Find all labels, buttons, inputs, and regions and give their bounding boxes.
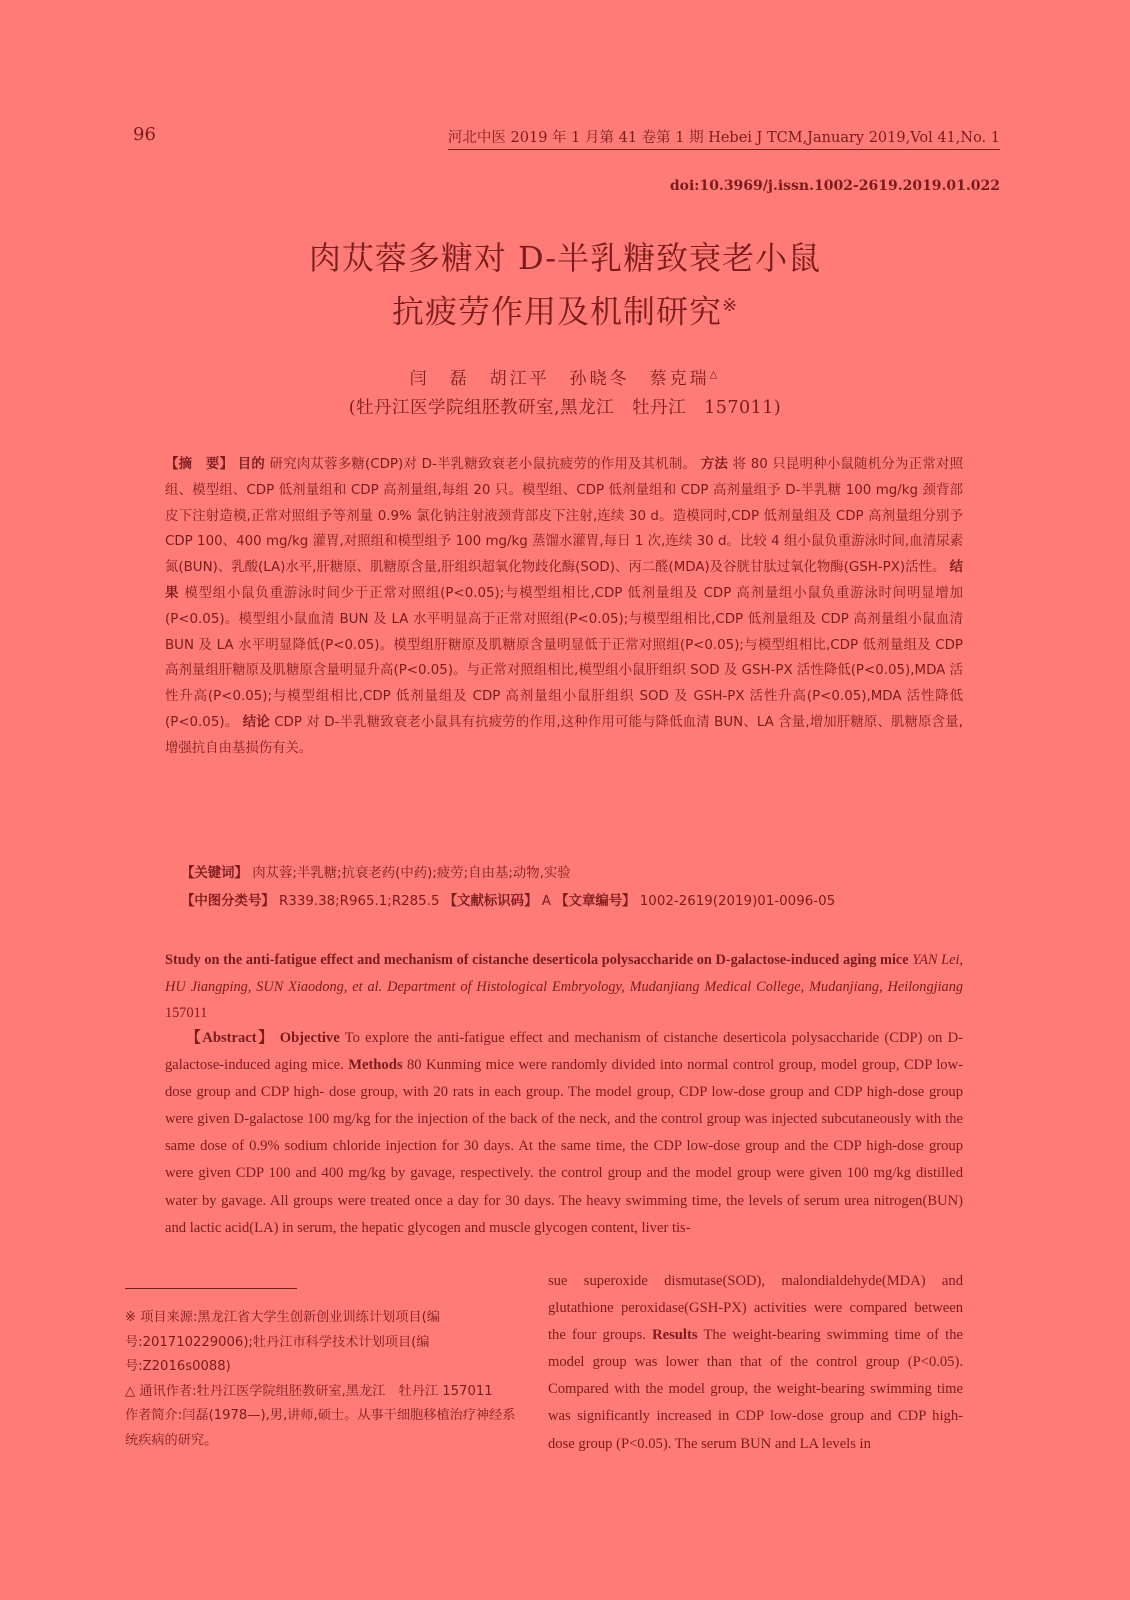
clc-label: 【中图分类号】: [181, 894, 275, 909]
results-label: 结果: [165, 560, 963, 601]
title-footnote-mark: ※: [721, 295, 739, 316]
en-results-label: Results: [652, 1327, 698, 1344]
clc-value: R339.38;R965.1;R285.5: [279, 894, 440, 909]
en-col2-text: sue superoxide dismutase(SOD), malondialdehyde(MDA) and glutathione peroxidase(GSH-PX) activities were compared between the four groups.: [548, 1273, 963, 1344]
classification-line: [181, 890, 971, 909]
english-title-block: [165, 947, 963, 1027]
author-affiliation: (牡丹江医学院组胚教研室,黑龙江 牡丹江 157011): [348, 398, 782, 418]
keywords-label: 【关键词】: [181, 866, 248, 881]
en-methods-label: Methods: [348, 1057, 403, 1074]
running-header: 河北中医 2019 年 1 月第 41 卷第 1 期 Hebei J TCM,January 2019,Vol 41,No. 1: [448, 126, 1000, 150]
methods-label: 方法: [700, 457, 729, 472]
conclusion-label: 结论: [242, 714, 270, 730]
english-abstract: [165, 1025, 963, 1242]
english-title: Study on the anti-fatigue effect and mechanism of cistanche deserticola polysaccharide on D-galactose-induced aging mice: [165, 952, 909, 968]
english-abstract-column-2: [548, 1268, 963, 1458]
english-authors: YAN Lei, HU Jiangping, SUN Xiaodong, et al. Department of Histological Embryology, Mudanjiang Medical College, Mudanjiang, Heilongjiang: [165, 952, 963, 995]
doi-line: doi:10.3969/j.issn.1002-2619.2019.01.022: [669, 178, 1000, 194]
footnote-rule: [125, 1288, 297, 1289]
en-results-text: The weight-bearing swimming time of the model group was lower than that of the control group (P<0.05). Compared with the model group, the weight-bearing swimming time was significantly increased in CDP low-dose group and CDP high-dose group (P<0.05). The serum BUN and LA levels in: [548, 1327, 963, 1452]
en-objective-label: Objective: [279, 1030, 340, 1046]
footnotes: [125, 1306, 517, 1454]
author-names: 闫 磊 胡江平 孙晓冬 蔡克瑞: [409, 369, 710, 389]
footnote-bio: 作者简介:闫磊(1978—),男,讲师,硕士。从事干细胞移植治疗神经系统疾病的研究。: [125, 1408, 516, 1448]
title-line-2-text: 抗疲劳作用及机制研究: [391, 292, 722, 331]
en-abstract-label: 【Abstract】: [186, 1030, 275, 1046]
page-number: 96: [133, 124, 156, 145]
methods-text: 将 80 只昆明种小鼠随机分为正常对照组、模型组、CDP 低剂量组和 CDP 高剂量组,每组 20 只。模型组、CDP 低剂量组和 CDP 高剂量组予 D-半乳糖 100 mg/kg 颈背部皮下注射造模,正常对照组予等剂量 0.9% 氯化钠注射液颈背部皮下注射,连续 30 d。造模同时,CDP 低剂量组及 CDP 高剂量组分别予 CDP 100、400 mg/kg 灌胃,对照组和模型组予 100 mg/kg 蒸馏水灌胃,每日 1 次,连续 30 d。比较 4 组小鼠负重游泳时间,血清尿素氮(BUN)、乳酸(LA)水平,肝糖原、肌糖原含量,肝组织超氧化物歧化酶(SOD)、丙二醛(MDA)及谷胱甘肽过氧化物酶(GSH-PX)活性。: [165, 457, 964, 576]
doc-code-value: A: [541, 894, 551, 909]
footnote-corresponding: △ 通讯作者:牡丹江医学院组胚教研室,黑龙江 牡丹江 157011: [125, 1383, 493, 1399]
en-objective-text: To explore the anti-fatigue effect and mechanism of cistanche deserticola polysaccharide (CDP) on D-galactose-induced aging mice.: [165, 1030, 964, 1074]
article-title: [0, 234, 1130, 336]
article-no-value: 1002-2619(2019)01-0096-05: [639, 894, 836, 909]
title-line-2: [0, 282, 1130, 336]
objective-label: 目的: [237, 457, 266, 472]
english-postcode: 157011: [165, 1005, 208, 1021]
author-list: [0, 364, 1130, 389]
conclusion-text: CDP 对 D-半乳糖致衰老小鼠具有抗疲劳的作用,这种作用可能与降低血清 BUN、LA 含量,增加肝糖原、肌糖原含量,增强抗自由基损伤有关。: [165, 714, 963, 756]
results-text: 模型组小鼠负重游泳时间少于正常对照组(P<0.05);与模型组相比,CDP 低剂量组及 CDP 高剂量组小鼠负重游泳时间明显增加(P<0.05)。模型组小鼠血清 BUN 及 LA 水平明显高于正常对照组(P<0.05);与模型组相比,CDP 低剂量组及 CDP 高剂量组小鼠血清 BUN 及 LA 水平明显降低(P<0.05)。模型组肝糖原及肌糖原含量明显低于正常对照组(P<0.05);与模型组相比,CDP 低剂量组及 CDP 高剂量组肝糖原及肌糖原含量明显升高(P<0.05)。与正常对照组相比,模型组小鼠肝组织 SOD 及 GSH-PX 活性降低(P<0.05),MDA 活性升高(P<0.05);与模型组相比,CDP 低剂量组及 CDP 高剂量组小鼠肝组织 SOD 及 GSH-PX 活性升高(P<0.05),MDA 活性降低(P<0.05)。: [165, 585, 963, 730]
footnote-funding: ※ 项目来源:黑龙江省大学生创新创业训练计划项目(编号:201710229006);牡丹江市科学技术计划项目(编号:Z2016s0088): [125, 1310, 440, 1375]
en-methods-text: 80 Kunming mice were randomly divided into normal control group, model group, CDP low-dose group and CDP high- dose group, with 20 rats in each group. The model group, CDP low-dose group and CDP high-dose group were given D-galactose 100 mg/kg for the injection of the back of the neck, and the control group was injected subcutaneously with the same dose of 0.9% sodium chloride injection for 30 days. At the same time, the CDP low-dose group and the CDP high-dose group were given CDP 100 and 400 mg/kg by gavage, respectively. the control group and the model group were given 100 mg/kg distilled water by gavage. All groups were treated once a day for 30 days. The heavy swimming time, the levels of serum urea nitrogen(BUN) and lactic acid(LA) in serum, the hepatic glycogen and muscle glycogen content, liver tis-: [165, 1057, 964, 1236]
objective-text: 研究肉苁蓉多糖(CDP)对 D-半乳糖致衰老小鼠抗疲劳的作用及其机制。: [269, 457, 697, 472]
keywords-text: 肉苁蓉;半乳糖;抗衰老药(中药);疲劳;自由基;动物,实验: [252, 866, 571, 881]
doc-code-label: 【文献标识码】: [443, 894, 538, 909]
title-line-1: 肉苁蓉多糖对 D-半乳糖致衰老小鼠: [308, 239, 822, 277]
chinese-abstract: [165, 452, 963, 762]
corresponding-mark: △: [709, 369, 721, 381]
keywords-line: [181, 862, 971, 881]
abstract-label: 【摘 要】: [165, 457, 234, 472]
article-no-label: 【文章编号】: [555, 894, 636, 909]
